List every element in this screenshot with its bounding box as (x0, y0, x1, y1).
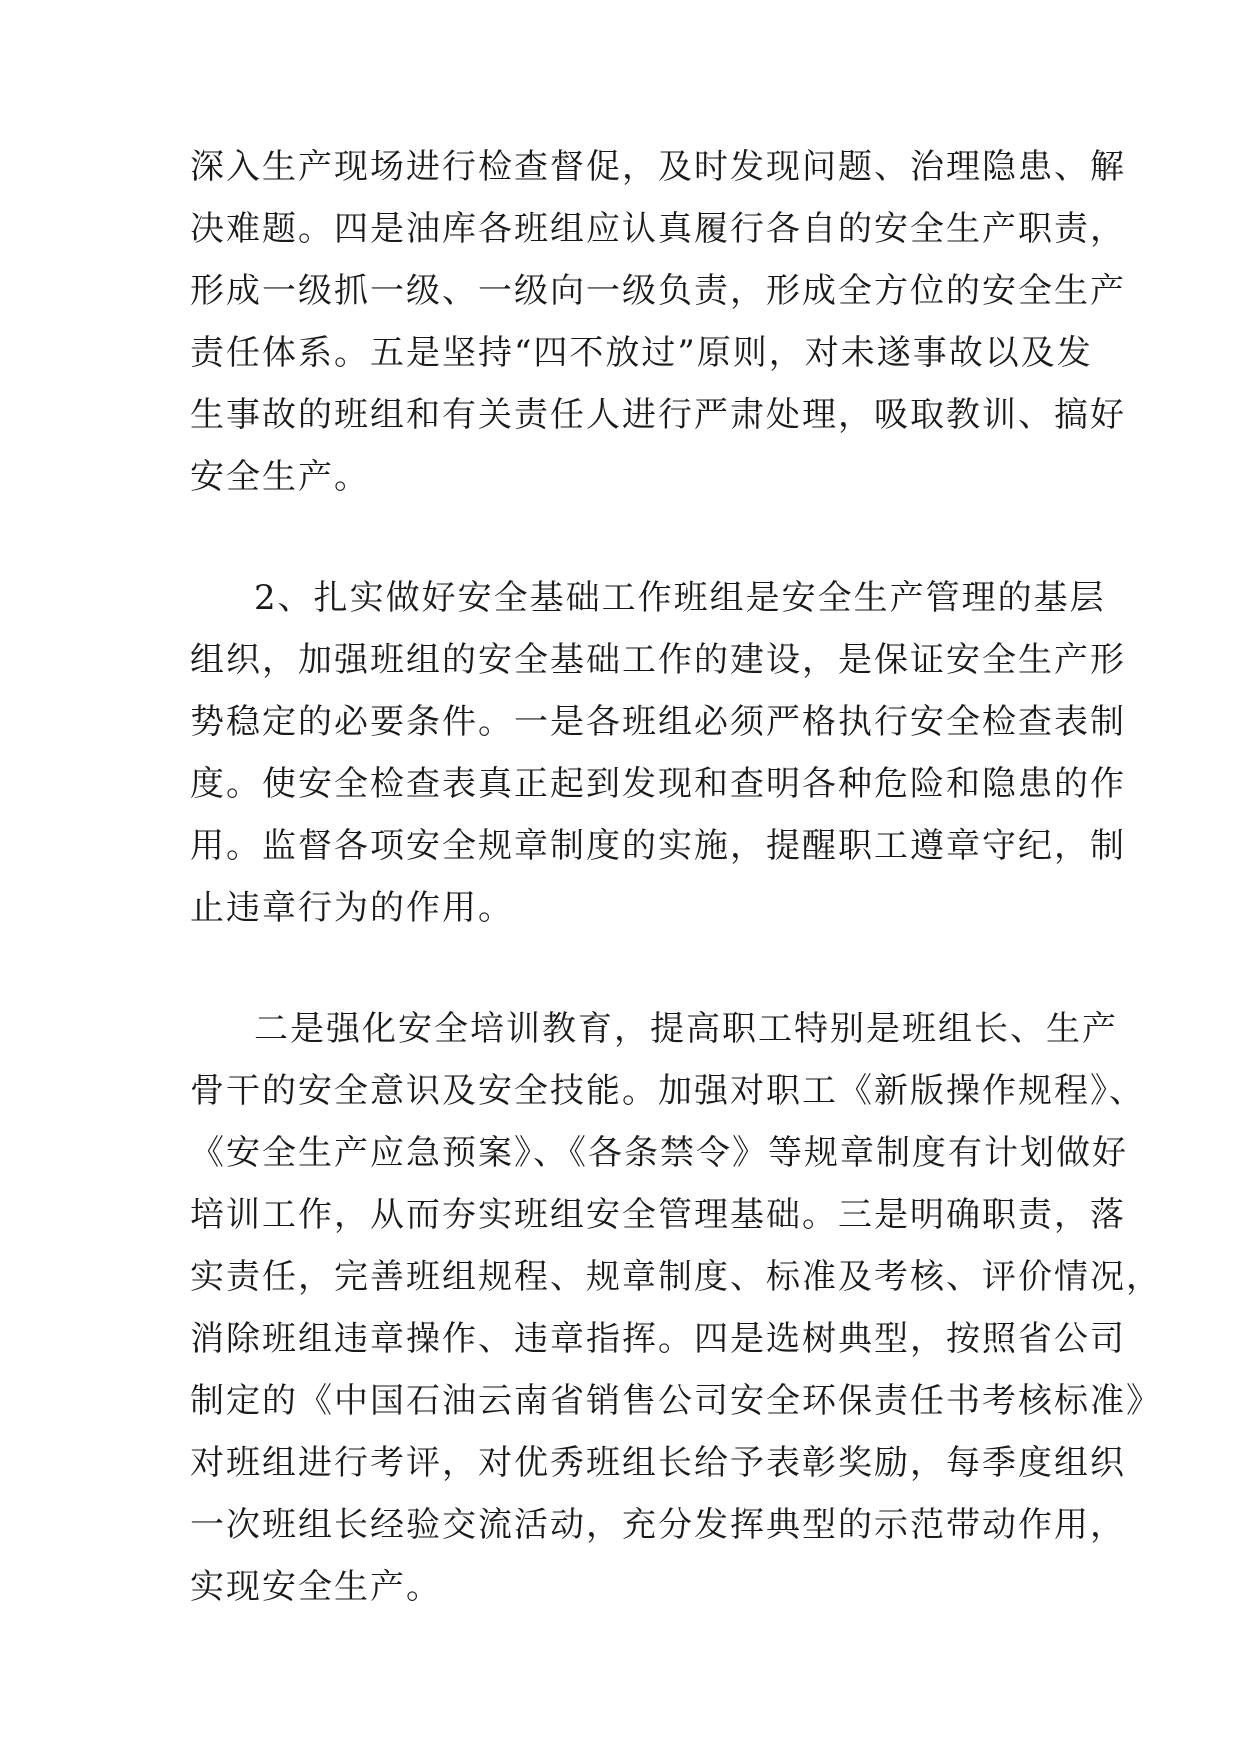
paragraph-line: 实现安全生产。 (190, 1567, 442, 1607)
paragraph-line: 深入生产现场进行检查督促，及时发现问题、治理隐患、解 (190, 147, 1126, 187)
paragraph-line: 形成一级抓一级、一级向一级负责，形成全方位的安全生产 (190, 271, 1126, 311)
paragraph-line: 用。监督各项安全规章制度的实施，提醒职工遵章守纪，制 (190, 826, 1126, 866)
paragraph-line: 度。使安全检查表真正起到发现和查明各种危险和隐患的作 (190, 764, 1126, 804)
paragraph-line: 2、扎实做好安全基础工作班组是安全生产管理的基层 (254, 578, 1106, 618)
paragraph-line: 骨干的安全意识及安全技能。加强对职工《新版操作规程》、 (190, 1071, 1145, 1111)
paragraph-line: 安全生产。 (190, 457, 370, 497)
paragraph-line: 培训工作，从而夯实班组安全管理基础。三是明确职责，落 (190, 1195, 1126, 1235)
paragraph-line: 消除班组违章操作、违章指挥。四是选树典型，按照省公司 (190, 1319, 1126, 1359)
paragraph-line: 制定的《中国石油云南省销售公司安全环保责任书考核标准》 (190, 1381, 1162, 1421)
paragraph-line: 一次班组长经验交流活动，充分发挥典型的示范带动作用， (190, 1505, 1126, 1545)
paragraph-line: 实责任，完善班组规程、规章制度、标准及考核、评价情况， (190, 1257, 1162, 1297)
paragraph-line: 组织，加强班组的安全基础工作的建设，是保证安全生产形 (190, 640, 1126, 680)
paragraph-line: 决难题。四是油库各班组应认真履行各自的安全生产职责， (190, 209, 1126, 249)
paragraph-line: 势稳定的必要条件。一是各班组必须严格执行安全检查表制 (190, 702, 1126, 742)
paragraph-line: 二是强化安全培训教育，提高职工特别是班组长、生产 (254, 1009, 1118, 1049)
paragraph-line: 生事故的班组和有关责任人进行严肃处理，吸取教训、搞好 (190, 395, 1126, 435)
paragraph-line: 《安全生产应急预案》、《各条禁令》等规章制度有计划做好 (190, 1133, 1128, 1173)
paragraph-line: 对班组进行考评，对优秀班组长给予表彰奖励，每季度组织 (190, 1443, 1126, 1483)
paragraph-line: 止违章行为的作用。 (190, 888, 514, 928)
paragraph-line: 责任体系。五是坚持“四不放过”原则，对未遂事故以及发 (190, 333, 1093, 373)
